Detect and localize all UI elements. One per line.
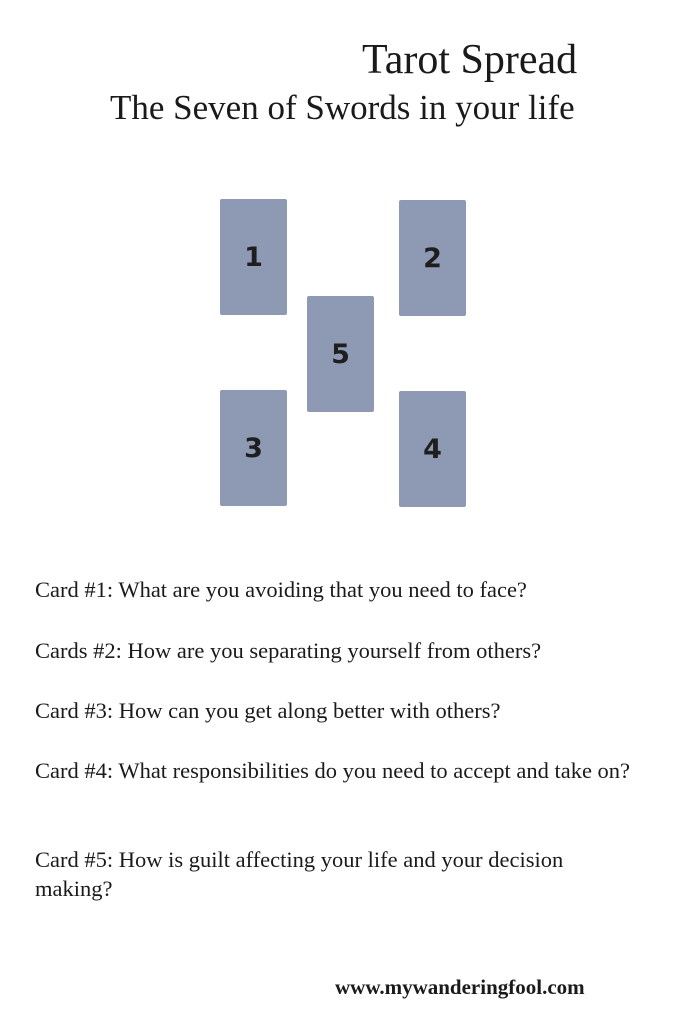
card-position-2: 2 <box>399 200 466 316</box>
question-card-5: Card #5: How is guilt affecting your life and your decision making? <box>35 847 564 901</box>
card-position-5: 5 <box>307 296 374 412</box>
question-card-4: Card #4: What responsibilities do you need to accept and take on? <box>35 758 631 783</box>
question-card-1: Card #1: What are you avoiding that you need to face? <box>35 577 527 602</box>
card-position-4: 4 <box>399 391 466 507</box>
website-url: www.mywanderingfool.com <box>335 975 585 999</box>
card-position-3: 3 <box>220 390 287 506</box>
question-card-3: Card #3: How can you get along better with others? <box>35 698 501 723</box>
page-subtitle: The Seven of Swords in your life <box>110 88 575 127</box>
page-title: Tarot Spread <box>362 37 578 83</box>
card-position-1: 1 <box>220 199 287 315</box>
question-card-2: Cards #2: How are you separating yourself from others? <box>35 638 542 663</box>
